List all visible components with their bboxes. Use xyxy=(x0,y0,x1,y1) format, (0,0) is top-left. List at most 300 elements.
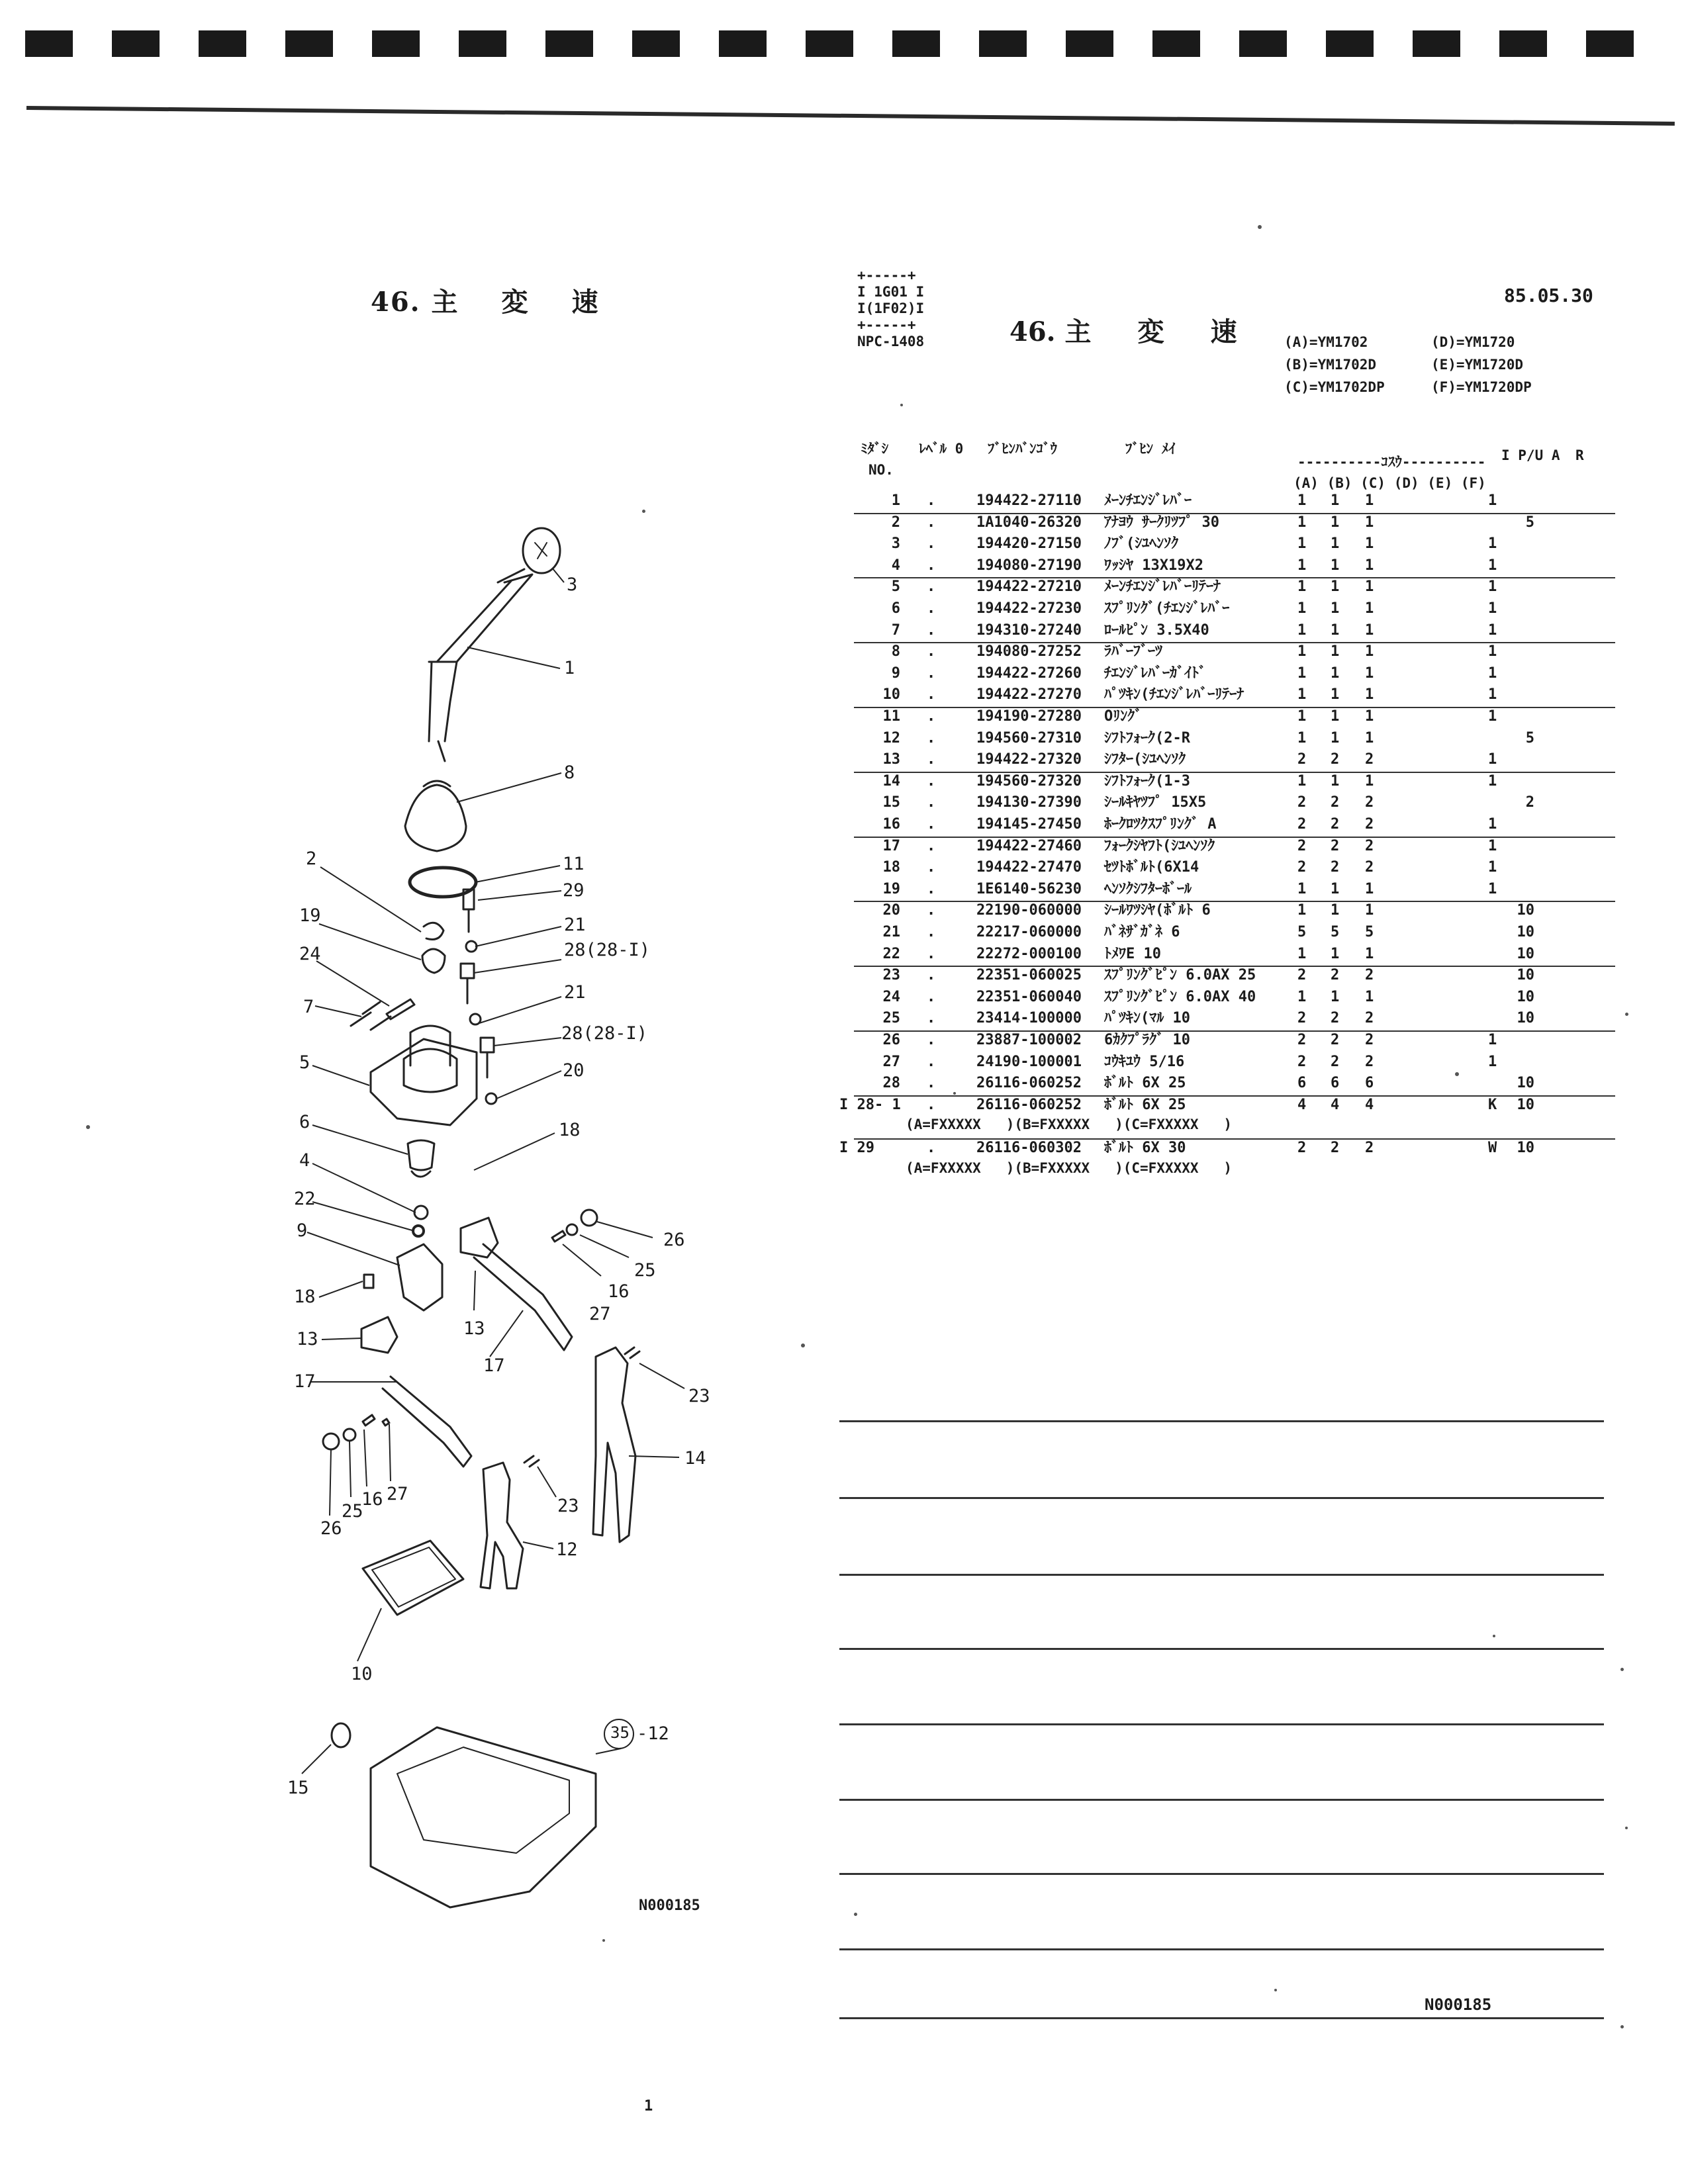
qty-b: 2 xyxy=(1331,859,1340,876)
qty-b: 2 xyxy=(1331,794,1340,811)
qty-a: 1 xyxy=(1297,880,1307,897)
parts-row xyxy=(0,899,1688,921)
qty-a: 2 xyxy=(1297,1010,1307,1027)
qty-b: 1 xyxy=(1331,686,1340,704)
parts-row xyxy=(0,835,1688,857)
callout-29: 29 xyxy=(563,880,585,901)
blank-rule xyxy=(839,1648,1604,1650)
callout-25-lower: 25 xyxy=(342,1501,363,1522)
qty-b: 2 xyxy=(1331,1010,1340,1027)
part-case xyxy=(371,1727,596,1907)
part-index: 22 xyxy=(882,945,900,962)
level-dot: . xyxy=(927,988,936,1005)
scan-speck xyxy=(642,510,645,513)
callout-7: 7 xyxy=(303,997,314,1017)
part-number: 194422-27460 xyxy=(976,837,1082,854)
part-index: 3 xyxy=(891,535,900,553)
diagram-code: N000185 xyxy=(639,1897,700,1914)
qty-a: 4 xyxy=(1297,1096,1307,1113)
pack-unit: 10 xyxy=(1517,902,1534,919)
callout-17-mid: 17 xyxy=(483,1355,505,1376)
qty-flag: 1 xyxy=(1488,859,1497,876)
part-number: 22217-060000 xyxy=(976,924,1082,940)
qty-c: 1 xyxy=(1365,621,1374,639)
callout-6: 6 xyxy=(299,1112,310,1132)
part-number: 194422-27110 xyxy=(976,492,1082,509)
qty-c: 5 xyxy=(1365,924,1374,940)
qty-c: 1 xyxy=(1365,902,1374,919)
qty-flag: 1 xyxy=(1488,1053,1497,1070)
level-dot: . xyxy=(927,837,936,854)
part-number: 194422-27260 xyxy=(976,664,1082,682)
part-index: 12 xyxy=(882,729,900,747)
part-name: 6ｶｸﾌﾟﾗｸﾞ 10 xyxy=(1104,1032,1190,1048)
model-a: (A)=YM1702 xyxy=(1284,334,1368,350)
part-fork-shaft-lower xyxy=(383,1377,471,1467)
level-dot: . xyxy=(927,1053,936,1070)
part-index: 15 xyxy=(882,794,900,811)
qty-c: 1 xyxy=(1365,729,1374,747)
parts-row xyxy=(0,921,1688,943)
part-name: ﾎﾞﾙﾄ 6X 25 xyxy=(1104,1075,1186,1092)
serial-range-note: (A=FXXXXX )(B=FXXXXX )(C=FXXXXX ) xyxy=(906,1160,1233,1176)
model-e: (E)=YM1720D xyxy=(1431,357,1524,373)
part-index: 2 xyxy=(891,514,900,531)
blank-rule xyxy=(839,1497,1604,1499)
part-index: 8 xyxy=(891,643,900,660)
part-index: 28 xyxy=(882,1075,900,1092)
part-name: ｼｰﾙﾜﾂｼﾔ(ﾎﾞﾙﾄ 6 xyxy=(1104,902,1211,919)
callout-2: 2 xyxy=(306,848,317,869)
level-dot: . xyxy=(927,1075,936,1092)
part-number: 194420-27150 xyxy=(976,535,1082,553)
qty-c: 1 xyxy=(1365,945,1374,962)
section-title-char-2: 変 xyxy=(1137,316,1164,347)
part-name: ﾎﾞﾙﾄ 6X 25 xyxy=(1104,1096,1186,1113)
qty-b: 1 xyxy=(1331,578,1340,596)
callout-9: 9 xyxy=(297,1220,308,1241)
qty-a: 1 xyxy=(1297,988,1307,1005)
section-title-number: 46. 主 xyxy=(1009,316,1092,347)
callout-16-lower: 16 xyxy=(361,1489,383,1510)
scan-speck xyxy=(1455,1072,1459,1076)
page-mark: 1 xyxy=(644,2098,653,2115)
callout-16-upper: 16 xyxy=(608,1281,630,1302)
level-dot: . xyxy=(927,557,936,574)
part-index: 18 xyxy=(882,859,900,876)
part-index: I 29 xyxy=(839,1140,874,1156)
parts-row xyxy=(0,813,1688,835)
callout-1: 1 xyxy=(564,658,575,678)
part-name: ﾗﾊﾞｰﾌﾞｰﾂ xyxy=(1104,643,1163,660)
qty-c: 1 xyxy=(1365,600,1374,617)
qty-a: 1 xyxy=(1297,600,1307,617)
qty-b: 1 xyxy=(1331,600,1340,617)
callout-23-upper: 23 xyxy=(688,1386,710,1406)
qty-a: 2 xyxy=(1297,859,1307,876)
part-index: 26 xyxy=(882,1032,900,1048)
qty-b: 1 xyxy=(1331,514,1340,531)
pack-unit: 2 xyxy=(1525,794,1534,811)
parts-row xyxy=(0,727,1688,749)
level-dot: . xyxy=(927,1096,936,1113)
part-fork-shaft-upper xyxy=(474,1244,572,1350)
part-index: 5 xyxy=(891,578,900,596)
qty-flag: 1 xyxy=(1488,837,1497,854)
callout-4: 4 xyxy=(299,1150,310,1171)
part-name: ﾒｰﾝﾁｴﾝｼﾞﾚﾊﾞｰ xyxy=(1104,492,1192,509)
part-shifter-lower xyxy=(361,1317,397,1353)
pack-unit: 10 xyxy=(1517,988,1534,1005)
scan-speck xyxy=(801,1343,805,1347)
qty-c: 1 xyxy=(1365,578,1374,596)
model-b: (B)=YM1702D xyxy=(1284,357,1377,373)
level-dot: . xyxy=(927,643,936,660)
part-index: 27 xyxy=(882,1053,900,1070)
qty-c: 1 xyxy=(1365,492,1374,509)
model-c: (C)=YM1702DP xyxy=(1284,379,1385,395)
parts-row xyxy=(0,598,1688,619)
part-name: ｺｳｷﾕｳ 5/16 xyxy=(1104,1053,1185,1070)
part-index: 13 xyxy=(882,751,900,768)
binding-hole xyxy=(1326,30,1374,57)
part-name: ﾊﾟﾂｷﾝ(ﾏﾙ 10 xyxy=(1104,1010,1190,1027)
qty-flag: 1 xyxy=(1488,664,1497,682)
level-dot: . xyxy=(927,880,936,897)
issue-date: 85.05.30 xyxy=(1504,285,1593,306)
qty-a: 5 xyxy=(1297,924,1307,940)
qty-a: 1 xyxy=(1297,621,1307,639)
scan-speck xyxy=(1625,1013,1628,1016)
part-index: 24 xyxy=(882,988,900,1005)
qty-a: 2 xyxy=(1297,1053,1307,1070)
level-dot: . xyxy=(927,794,936,811)
level-dot: . xyxy=(927,621,936,639)
level-dot: . xyxy=(927,967,936,984)
section-title xyxy=(1009,311,1237,349)
callout-27-lower: 27 xyxy=(387,1484,408,1504)
qty-c: 1 xyxy=(1365,686,1374,704)
parts-row xyxy=(0,619,1688,641)
scan-speck xyxy=(1274,1989,1277,1991)
qty-c: 1 xyxy=(1365,514,1374,531)
part-seal-cap xyxy=(332,1723,350,1747)
part-number: 194080-27252 xyxy=(976,643,1082,660)
callout-22: 22 xyxy=(294,1189,316,1209)
qty-flag: 1 xyxy=(1488,816,1497,833)
parts-row xyxy=(0,986,1688,1008)
part-number: 194422-27230 xyxy=(976,600,1082,617)
qty-c: 1 xyxy=(1365,708,1374,725)
qty-a: 1 xyxy=(1297,643,1307,660)
callout-13-left: 13 xyxy=(297,1329,318,1349)
qty-b: 1 xyxy=(1331,988,1340,1005)
qty-a: 2 xyxy=(1297,837,1307,854)
qty-a: 2 xyxy=(1297,816,1307,833)
blank-rule xyxy=(839,1574,1604,1576)
pack-unit: 10 xyxy=(1517,1140,1534,1156)
level-dot: . xyxy=(927,816,936,833)
qty-c: 2 xyxy=(1365,967,1374,984)
part-name: ﾁｴﾝｼﾞﾚﾊﾞｰｶﾞｲﾄﾞ xyxy=(1104,664,1207,682)
callout-24: 24 xyxy=(299,944,321,964)
binding-hole xyxy=(1239,30,1287,57)
callout-17-left: 17 xyxy=(294,1371,316,1392)
qty-c: 1 xyxy=(1365,880,1374,897)
qty-b: 1 xyxy=(1331,492,1340,509)
qty-a: 2 xyxy=(1297,751,1307,768)
parts-row xyxy=(0,749,1688,770)
qty-b: 2 xyxy=(1331,1140,1340,1156)
parts-row xyxy=(0,555,1688,576)
part-index: 14 xyxy=(882,772,900,790)
part-number: 194560-27320 xyxy=(976,772,1082,790)
qty-b: 1 xyxy=(1331,772,1340,790)
qty-c: 2 xyxy=(1365,751,1374,768)
part-index: 9 xyxy=(891,664,900,682)
level-dot: . xyxy=(927,535,936,553)
model-f: (F)=YM1720DP xyxy=(1431,379,1532,395)
qty-c: 6 xyxy=(1365,1075,1374,1092)
col-ipua: I P/U A xyxy=(1501,447,1560,463)
binding-hole xyxy=(1499,30,1547,57)
col-part-number: ﾌﾞﾋﾝﾊﾞﾝｺﾞｳ xyxy=(988,441,1057,457)
binding-hole xyxy=(979,30,1027,57)
scan-speck xyxy=(1620,2025,1624,2028)
part-index: I 28- 1 xyxy=(839,1096,901,1113)
qty-a: 1 xyxy=(1297,686,1307,704)
callout-3: 3 xyxy=(567,574,578,595)
part-number: 23414-100000 xyxy=(976,1010,1082,1027)
qty-flag: 1 xyxy=(1488,772,1497,790)
part-index: 10 xyxy=(882,686,900,704)
callout-28-upper: 28(28-I) xyxy=(564,940,651,960)
part-name: ｾﾂﾄﾎﾞﾙﾄ(6X14 xyxy=(1104,859,1199,876)
part-fork-12 xyxy=(481,1463,523,1588)
part-number: 22272-000100 xyxy=(976,945,1082,962)
qty-c: 2 xyxy=(1365,1010,1374,1027)
parts-row xyxy=(0,512,1688,533)
qty-c: 1 xyxy=(1365,988,1374,1005)
callout-20: 20 xyxy=(563,1060,585,1081)
level-dot: . xyxy=(927,1032,936,1048)
qty-b: 1 xyxy=(1331,708,1340,725)
part-number: 194190-27280 xyxy=(976,708,1082,725)
part-guide xyxy=(397,1244,442,1310)
diagram-title-number: 46. 主 xyxy=(371,287,459,318)
qty-a: 2 xyxy=(1297,1140,1307,1156)
blank-rule xyxy=(839,2017,1604,2019)
callout-13-mid: 13 xyxy=(463,1318,485,1339)
part-name: ｱﾅﾖｳ ｻｰｸﾘﾂﾌﾟ 30 xyxy=(1104,514,1219,531)
level-dot: . xyxy=(927,1010,936,1027)
callout-15: 15 xyxy=(287,1778,309,1798)
qty-a: 6 xyxy=(1297,1075,1307,1092)
level-dot: . xyxy=(927,514,936,531)
part-name: ﾍﾝｿｸｼﾌﾀｰﾎﾞｰﾙ xyxy=(1104,880,1192,897)
level-dot: . xyxy=(927,708,936,725)
level-dot: . xyxy=(927,1140,936,1156)
diagram-title-char-3: 速 xyxy=(571,287,600,318)
qty-c: 2 xyxy=(1365,794,1374,811)
callout-14: 14 xyxy=(684,1448,706,1469)
col-no: NO. xyxy=(868,462,894,478)
part-number: 26116-060252 xyxy=(976,1075,1082,1092)
part-name: ｽﾌﾟﾘﾝｸﾞ(ﾁｴﾝｼﾞﾚﾊﾞｰ xyxy=(1104,600,1230,617)
part-index: 20 xyxy=(882,902,900,919)
parts-row xyxy=(0,856,1688,878)
pack-unit: 10 xyxy=(1517,924,1534,940)
qty-a: 1 xyxy=(1297,514,1307,531)
binding-hole xyxy=(1586,30,1634,57)
part-number: 194422-27210 xyxy=(976,578,1082,596)
pack-unit: 10 xyxy=(1517,967,1534,984)
part-number: 22351-060025 xyxy=(976,967,1082,984)
part-name: ﾒｰﾝﾁｴﾝｼﾞﾚﾊﾞｰﾘﾃｰﾅ xyxy=(1104,578,1221,596)
parts-row xyxy=(0,1051,1688,1073)
part-name: ﾊﾞﾈｻﾞｶﾞﾈ 6 xyxy=(1104,924,1180,940)
blank-rule xyxy=(839,1420,1604,1422)
callout-10: 10 xyxy=(351,1664,373,1684)
parts-row xyxy=(0,1007,1688,1029)
qty-a: 1 xyxy=(1297,557,1307,574)
qty-a: 1 xyxy=(1297,708,1307,725)
qty-c: 4 xyxy=(1365,1096,1374,1113)
blank-rule xyxy=(839,1799,1604,1801)
blank-rule xyxy=(839,1948,1604,1950)
part-number: 22351-060040 xyxy=(976,988,1082,1005)
blank-rule xyxy=(839,1723,1604,1725)
qty-flag: 1 xyxy=(1488,535,1497,553)
col-part-name: ﾌﾞﾋﾝ ﾒｲ xyxy=(1125,441,1176,457)
qty-a: 2 xyxy=(1297,794,1307,811)
part-name: ｼﾌﾄﾌｫｰｸ(2-R xyxy=(1104,729,1190,747)
qty-b: 1 xyxy=(1331,664,1340,682)
level-dot: . xyxy=(927,945,936,962)
part-name: ｼﾌﾀｰ(ｼﾕﾍﾝｿｸ xyxy=(1104,751,1186,768)
qty-flag: 1 xyxy=(1488,621,1497,639)
qty-c: 2 xyxy=(1365,837,1374,854)
qty-b: 1 xyxy=(1331,880,1340,897)
part-name: ﾛｰﾙﾋﾟﾝ 3.5X40 xyxy=(1104,621,1209,639)
part-index: 4 xyxy=(891,557,900,574)
qty-flag: 1 xyxy=(1488,557,1497,574)
level-dot: . xyxy=(927,600,936,617)
qty-c: 2 xyxy=(1365,859,1374,876)
qty-b: 1 xyxy=(1331,535,1340,553)
part-number: 194130-27390 xyxy=(976,794,1082,811)
parts-row xyxy=(0,576,1688,598)
part-number: 26116-060302 xyxy=(976,1140,1082,1156)
part-index: 21 xyxy=(882,924,900,940)
pack-unit: 5 xyxy=(1525,729,1534,747)
qty-flag: K xyxy=(1488,1096,1497,1113)
qty-c: 1 xyxy=(1365,557,1374,574)
parts-row xyxy=(0,792,1688,813)
parts-row xyxy=(0,1094,1688,1116)
callout-23-lower: 23 xyxy=(557,1496,579,1516)
callout-18-left: 18 xyxy=(294,1287,316,1307)
qty-b: 2 xyxy=(1331,751,1340,768)
part-name: ﾄﾒﾜE 10 xyxy=(1104,945,1161,962)
callout-21-upper: 21 xyxy=(564,915,586,935)
part-name: ﾊﾟﾂｷﾝ(ﾁｴﾝｼﾞﾚﾊﾞｰﾘﾃｰﾅ xyxy=(1104,686,1244,704)
callout-35-circled: 35 xyxy=(610,1723,630,1742)
qty-a: 1 xyxy=(1297,945,1307,962)
parts-row xyxy=(0,705,1688,727)
binding-hole xyxy=(1066,30,1113,57)
parts-row xyxy=(0,641,1688,662)
catalog-code-box: +-----+ I 1G01 I I(1F02)I +-----+ NPC-1408 xyxy=(857,267,925,349)
parts-row xyxy=(0,964,1688,986)
pack-unit: 10 xyxy=(1517,1010,1534,1027)
callout-18-right: 18 xyxy=(559,1120,581,1140)
qty-flag: 1 xyxy=(1488,880,1497,897)
pack-unit: 10 xyxy=(1517,1075,1534,1092)
binding-hole xyxy=(1413,30,1460,57)
callout-26-upper: 26 xyxy=(663,1230,685,1250)
blank-rule xyxy=(839,1873,1604,1875)
qty-b: 2 xyxy=(1331,967,1340,984)
callout-27-upper: 27 xyxy=(589,1304,611,1324)
qty-c: 1 xyxy=(1365,664,1374,682)
part-name: ｽﾌﾟﾘﾝｸﾞﾋﾟﾝ 6.0AX 40 xyxy=(1104,988,1256,1005)
parts-row xyxy=(0,878,1688,900)
part-fork-14 xyxy=(593,1347,635,1542)
qty-a: 2 xyxy=(1297,967,1307,984)
callout-8: 8 xyxy=(564,762,575,783)
scan-speck xyxy=(602,1939,605,1942)
level-dot: . xyxy=(927,924,936,940)
section-title-char-3: 速 xyxy=(1210,316,1237,347)
part-number: 1A1040-26320 xyxy=(976,514,1082,531)
scan-speck xyxy=(1493,1635,1495,1637)
qty-c: 2 xyxy=(1365,816,1374,833)
parts-row xyxy=(0,1072,1688,1094)
part-name: ﾌｫｰｸｼﾔﾌﾄ(ｼﾕﾍﾝｿｸ xyxy=(1104,837,1215,854)
qty-flag: 1 xyxy=(1488,578,1497,596)
callout-19: 19 xyxy=(299,905,321,926)
part-name: ﾉﾌﾞ(ｼﾕﾍﾝｿｸ xyxy=(1104,535,1179,553)
callout-11: 11 xyxy=(563,854,585,874)
parts-row xyxy=(0,684,1688,705)
part-index: 7 xyxy=(891,621,900,639)
part-index: 6 xyxy=(891,600,900,617)
qty-b: 1 xyxy=(1331,621,1340,639)
qty-c: 2 xyxy=(1365,1140,1374,1156)
qty-b: 5 xyxy=(1331,924,1340,940)
part-index: 11 xyxy=(882,708,900,725)
qty-b: 1 xyxy=(1331,945,1340,962)
qty-b: 2 xyxy=(1331,837,1340,854)
part-name: ﾎｰｸﾛﾂｸｽﾌﾟﾘﾝｸﾞ A xyxy=(1104,816,1217,833)
callout-25-upper: 25 xyxy=(634,1260,656,1281)
part-number: 194422-27270 xyxy=(976,686,1082,704)
qty-flag: W xyxy=(1488,1140,1497,1156)
col-models: (A) (B) (C) (D) (E) (F) xyxy=(1293,475,1486,491)
level-dot: . xyxy=(927,664,936,682)
qty-c: 1 xyxy=(1365,535,1374,553)
part-number: 194560-27310 xyxy=(976,729,1082,747)
part-number: 194080-27190 xyxy=(976,557,1082,574)
qty-b: 2 xyxy=(1331,1032,1340,1048)
qty-b: 2 xyxy=(1331,1053,1340,1070)
part-number: 194310-27240 xyxy=(976,621,1082,639)
scan-speck xyxy=(1625,1827,1628,1829)
level-dot: . xyxy=(927,492,936,509)
part-number: 26116-060252 xyxy=(976,1096,1082,1113)
part-number: 1E6140-56230 xyxy=(976,880,1082,897)
